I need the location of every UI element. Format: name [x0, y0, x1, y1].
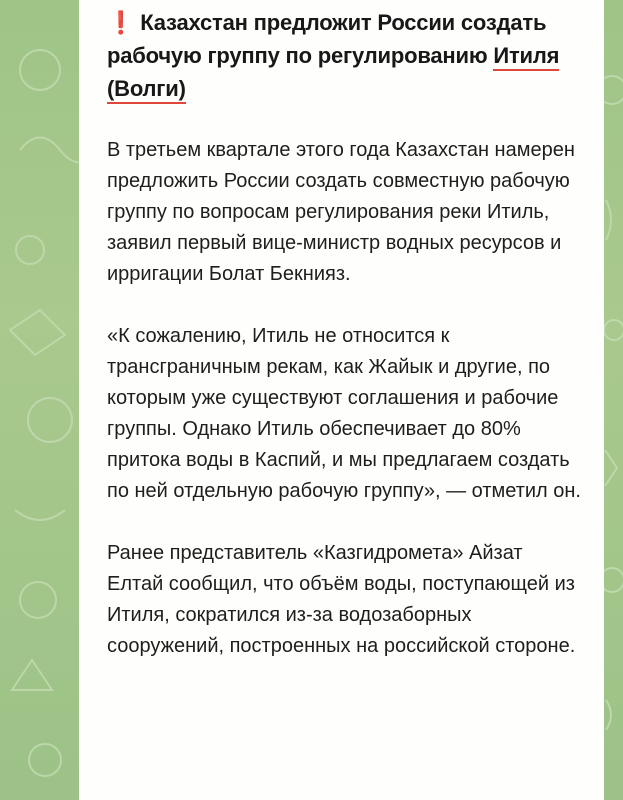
- headline-link-volga[interactable]: (Волги): [107, 76, 186, 104]
- headline-link-itil[interactable]: Итиля: [493, 43, 559, 71]
- paragraph-2: «К сожалению, Итиль не относится к трансграничным рекам, как Жайык и другие, по которым уже существуют соглашения и рабочие группы. Однако Итиль обеспечивает до 80% притока воды в Каспий, и мы предлагаем создать по ней отдельную рабочую группу», — отметил он.: [107, 325, 581, 502]
- message-bubble: [79, 0, 604, 800]
- post-headline: [107, 6, 584, 105]
- paragraph-3: Ранее представитель «Казгидромета» Айзат Елтай сообщил, что объём воды, поступающей из Итиля, сократился из-за водозаборных сооружений, построенных на российской стороне.: [107, 542, 576, 657]
- paragraph-1: В третьем квартале этого года Казахстан намерен предложить России создать совместную рабочую группу по вопросам регулирования реки Итиль, заявил первый вице-министр водных ресурсов и ирригации Болат Бекнияз.: [107, 139, 575, 285]
- exclamation-icon: ❗: [107, 10, 135, 35]
- headline-text: Казахстан предложит России создать рабочую группу по регулированию: [107, 10, 547, 68]
